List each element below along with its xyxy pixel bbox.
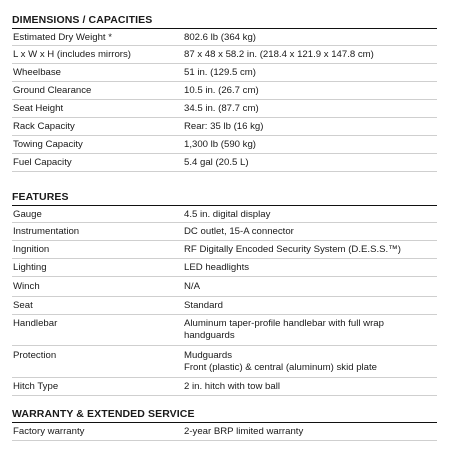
- section-title: DIMENSIONS / CAPACITIES: [12, 13, 437, 29]
- spec-value: Standard: [184, 300, 223, 311]
- spec-value: 2 in. hitch with tow ball: [184, 381, 280, 392]
- spec-row: [12, 223, 437, 241]
- spec-value: 51 in. (129.5 cm): [184, 67, 256, 78]
- spec-label: Protection: [13, 350, 57, 361]
- spec-row: [12, 259, 437, 277]
- spec-value: 1,300 lb (590 kg): [184, 139, 256, 150]
- spec-row: [12, 46, 437, 64]
- spec-row: [12, 241, 437, 259]
- spec-value: 87 x 48 x 58.2 in. (218.4 x 121.9 x 147.8 cm): [184, 49, 374, 60]
- spec-row: [12, 118, 437, 136]
- spec-label: Rack Capacity: [13, 121, 75, 132]
- spec-value: RF Digitally Encoded Security System (D.E.S.S.™): [184, 244, 401, 255]
- spec-value: 34.5 in. (87.7 cm): [184, 103, 259, 114]
- section-warranty: [12, 407, 437, 441]
- spec-label: Seat Height: [13, 103, 64, 114]
- spec-label: Gauge: [13, 209, 42, 220]
- section-title: FEATURES: [12, 190, 437, 206]
- spec-value: N/A: [184, 281, 200, 292]
- spec-label: Estimated Dry Weight *: [13, 32, 112, 43]
- spec-value: Rear: 35 lb (16 kg): [184, 121, 264, 132]
- spec-row: [12, 29, 437, 46]
- spec-row: [12, 378, 437, 396]
- spec-value: Aluminum taper-profile handlebar with full wrap handguards: [184, 318, 384, 341]
- section-dimensions: [12, 13, 437, 172]
- spec-value: 802.6 lb (364 kg): [184, 32, 256, 43]
- spec-label: Wheelbase: [13, 67, 61, 78]
- spec-row: [12, 346, 437, 378]
- spec-row: [12, 82, 437, 100]
- spec-row: [12, 297, 437, 315]
- spec-value: DC outlet, 15-A connector: [184, 226, 294, 237]
- spec-label: Fuel Capacity: [13, 157, 72, 168]
- spec-label: Handlebar: [13, 318, 58, 329]
- spec-label: Ingnition: [13, 244, 50, 255]
- spec-label: Lighting: [13, 262, 47, 273]
- spec-value: LED headlights: [184, 262, 250, 273]
- spec-row: [12, 423, 437, 441]
- spec-label: L x W x H (includes mirrors): [13, 49, 131, 60]
- spec-label: Hitch Type: [13, 381, 59, 392]
- spec-label: Seat: [13, 300, 33, 311]
- spec-row: [12, 136, 437, 154]
- spec-value: 2-year BRP limited warranty: [184, 426, 304, 437]
- spec-value: 5.4 gal (20.5 L): [184, 157, 249, 168]
- spec-label: Instrumentation: [13, 226, 80, 237]
- spec-value: 4.5 in. digital display: [184, 209, 271, 220]
- spec-row: [12, 64, 437, 82]
- spec-row: [12, 206, 437, 223]
- spec-row: [12, 154, 437, 172]
- spec-value: Mudguards Front (plastic) & central (aluminum) skid plate: [184, 350, 378, 373]
- spec-row: [12, 277, 437, 297]
- spec-label: Winch: [13, 281, 40, 292]
- spec-label: Towing Capacity: [13, 139, 83, 150]
- section-title: WARRANTY & EXTENDED SERVICE: [12, 407, 437, 423]
- section-features: [12, 190, 437, 396]
- spec-row: [12, 315, 437, 346]
- spec-value: 10.5 in. (26.7 cm): [184, 85, 259, 96]
- spec-row: [12, 100, 437, 118]
- spec-label: Ground Clearance: [13, 85, 92, 96]
- spec-label: Factory warranty: [13, 426, 85, 437]
